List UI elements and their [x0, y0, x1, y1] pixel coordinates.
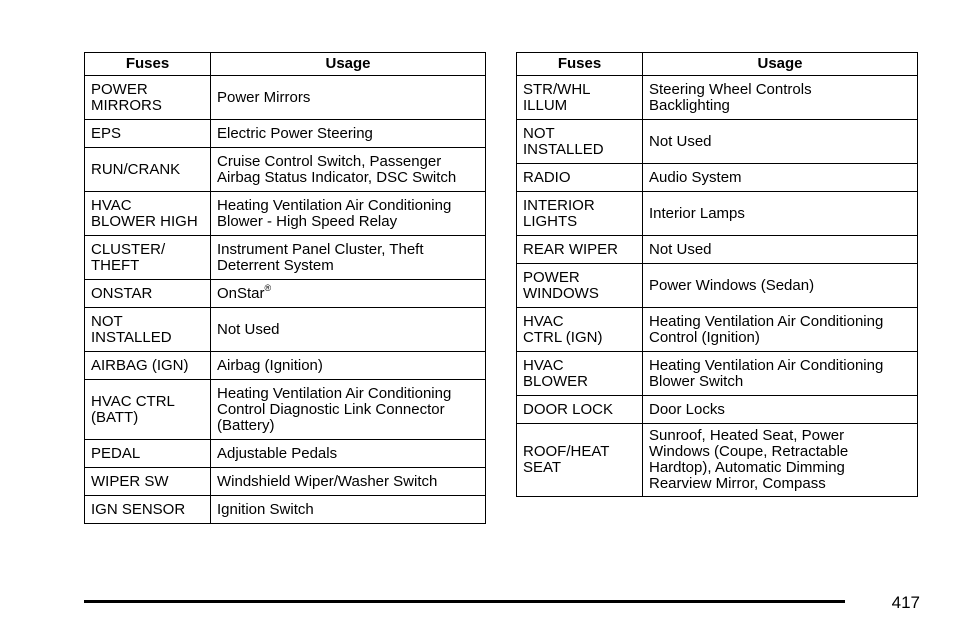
usage-text: Not Used — [649, 132, 712, 150]
usage-text: Interior Lamps — [649, 204, 745, 222]
right-table-body — [517, 76, 918, 497]
usage-text: Heating Ventilation Air Conditioning Blower Switch — [649, 356, 884, 390]
usage-cell — [643, 192, 918, 236]
usage-text: Sunroof, Heated Seat, Power Windows (Coupe, Retractable Hardtop), Automatic Dimming Rearview Mirror, Compass — [649, 427, 849, 492]
usage-text: Adjustable Pedals — [217, 444, 338, 462]
usage-cell — [643, 396, 918, 424]
usage-cell — [211, 440, 486, 468]
fuse-name-cell: POWER WINDOWS — [517, 264, 643, 308]
table-row — [85, 440, 486, 468]
fuse-name-cell: HVAC CTRL (BATT) — [85, 380, 211, 440]
table-row — [85, 76, 486, 120]
table-row — [517, 308, 918, 352]
table-row — [517, 352, 918, 396]
fuse-name-cell: CLUSTER/ THEFT — [85, 236, 211, 280]
fuse-name-cell: HVAC CTRL (IGN) — [517, 308, 643, 352]
usage-cell — [211, 148, 486, 192]
usage-text: Instrument Panel Cluster, Theft Deterrent System — [217, 240, 424, 274]
fuses-column-header: Fuses — [85, 53, 211, 76]
usage-text: Windshield Wiper/Washer Switch — [217, 472, 438, 490]
table-row — [517, 192, 918, 236]
table-row — [85, 468, 486, 496]
table-row — [517, 236, 918, 264]
table-row — [517, 164, 918, 192]
table-row — [517, 424, 918, 497]
fuse-name-cell: REAR WIPER — [517, 236, 643, 264]
table-row — [85, 148, 486, 192]
usage-text: Power Mirrors — [217, 88, 311, 106]
usage-cell — [211, 236, 486, 280]
fuse-name-cell: EPS — [85, 120, 211, 148]
table-row — [85, 280, 486, 308]
fuse-name-cell: POWER MIRRORS — [85, 76, 211, 120]
usage-cell — [643, 164, 918, 192]
usage-text: Cruise Control Switch, Passenger Airbag Status Indicator, DSC Switch — [217, 152, 457, 186]
fuse-name-cell: NOT INSTALLED — [85, 308, 211, 352]
usage-text: Not Used — [217, 320, 280, 338]
fuse-name-cell: RUN/CRANK — [85, 148, 211, 192]
usage-text: OnStar — [217, 284, 265, 302]
usage-cell — [643, 236, 918, 264]
usage-cell — [643, 76, 918, 120]
table-header-row — [85, 53, 486, 76]
fuse-name-cell: HVAC BLOWER HIGH — [85, 192, 211, 236]
usage-text: Electric Power Steering — [217, 124, 373, 142]
usage-column-header: Usage — [211, 53, 486, 76]
fuse-name-cell: STR/WHL ILLUM — [517, 76, 643, 120]
usage-text: Not Used — [649, 240, 712, 258]
fuse-name-cell: IGN SENSOR — [85, 496, 211, 524]
left-table-body — [85, 76, 486, 524]
usage-cell — [643, 120, 918, 164]
table-row — [85, 192, 486, 236]
usage-text: Ignition Switch — [217, 500, 314, 518]
usage-cell — [211, 192, 486, 236]
usage-cell — [211, 120, 486, 148]
usage-cell — [211, 76, 486, 120]
usage-cell — [211, 468, 486, 496]
table-row — [517, 264, 918, 308]
fuse-name-cell: INTERIOR LIGHTS — [517, 192, 643, 236]
fuse-name-cell: AIRBAG (IGN) — [85, 352, 211, 380]
usage-text: Heating Ventilation Air Conditioning Control Diagnostic Link Connector (Battery) — [217, 384, 452, 434]
fuse-name-cell: PEDAL — [85, 440, 211, 468]
fuse-name-cell: NOT INSTALLED — [517, 120, 643, 164]
table-row — [517, 76, 918, 120]
usage-column-header: Usage — [643, 53, 918, 76]
usage-text: Steering Wheel Controls Backlighting — [649, 80, 812, 114]
fuse-name-cell: ROOF/HEAT SEAT — [517, 424, 643, 497]
fuse-name-cell: HVAC BLOWER — [517, 352, 643, 396]
fuse-name-cell: ONSTAR — [85, 280, 211, 308]
usage-cell — [211, 380, 486, 440]
usage-cell — [643, 308, 918, 352]
page-number: 417 — [891, 593, 920, 612]
fuse-name-cell: WIPER SW — [85, 468, 211, 496]
usage-cell — [211, 352, 486, 380]
table-row — [85, 308, 486, 352]
usage-cell — [643, 264, 918, 308]
usage-text: Door Locks — [649, 400, 725, 418]
registered-trademark-mark: ® — [264, 282, 272, 293]
table-row — [85, 380, 486, 440]
fuse-name-cell: DOOR LOCK — [517, 396, 643, 424]
usage-cell — [211, 308, 486, 352]
usage-text: Airbag (Ignition) — [217, 356, 323, 374]
usage-cell — [211, 496, 486, 524]
usage-text: Heating Ventilation Air Conditioning Blower - High Speed Relay — [217, 196, 452, 230]
table-row — [85, 120, 486, 148]
right-fuse-table — [516, 52, 918, 497]
fuses-column-header: Fuses — [517, 53, 643, 76]
table-row — [85, 236, 486, 280]
usage-text: Power Windows (Sedan) — [649, 276, 815, 294]
fuse-name-cell: RADIO — [517, 164, 643, 192]
usage-cell — [643, 424, 918, 497]
left-fuse-table — [84, 52, 486, 524]
footer-rule — [84, 600, 845, 603]
table-row — [85, 496, 486, 524]
usage-cell — [211, 280, 486, 308]
table-header-row — [517, 53, 918, 76]
table-row — [85, 352, 486, 380]
usage-text: Heating Ventilation Air Conditioning Control (Ignition) — [649, 312, 884, 346]
usage-cell — [643, 352, 918, 396]
table-row — [517, 396, 918, 424]
table-row — [517, 120, 918, 164]
usage-text: Audio System — [649, 168, 742, 186]
